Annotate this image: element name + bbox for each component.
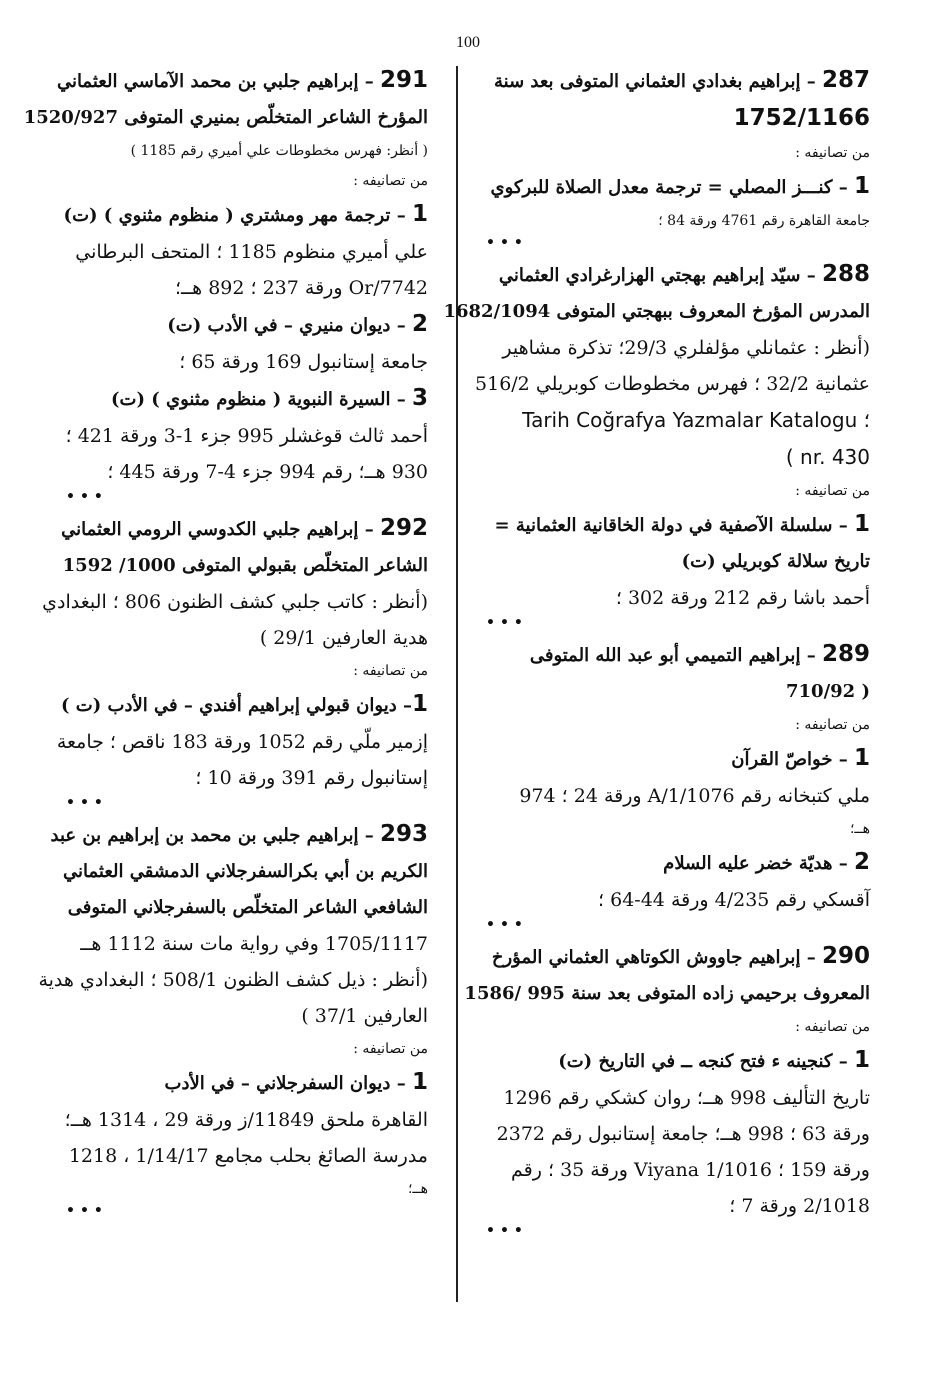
entry-text-line [66, 344, 428, 380]
entry-text-line [66, 270, 428, 306]
entry-text: هــ؛ [407, 1181, 428, 1197]
entry-text: الشافعي الشاعر المتخلّص بالسفرجلاني المتوفى [67, 897, 428, 918]
entry-text: عثمانية 32/2 ؛ فهرس مخطوطات كوبريلي 516/2 [475, 373, 870, 395]
entry-text-line [486, 1080, 870, 1116]
entry-text: Tarih Coğrafya Yazmalar Katalogu ؛ [522, 408, 870, 432]
entry-text: تاريخ سلالة كوبريلي (ت) [681, 551, 870, 572]
entry-text: أحمد باشا رقم 212 ورقة 302 ؛ [615, 587, 870, 609]
entry-text: جامعة القاهرة رقم 4761 ورقة 84 ؛ [658, 213, 870, 229]
entry-text-line [66, 454, 428, 490]
entry-text: – إبراهيم جلبي الكدوسي الرومي العثماني [61, 519, 380, 540]
entry-text-line [486, 938, 870, 976]
entry-number: 290 [821, 943, 870, 969]
entry-number: 287 [821, 67, 870, 93]
entry-text-line [486, 330, 870, 366]
entry-number: 288 [821, 261, 870, 287]
entry-text: من تصانيفه : [353, 663, 428, 679]
left-column [23, 62, 428, 1224]
entry-text: – ترجمة مهر ومشتري ( منظوم مثنوي ) (ت) [63, 205, 412, 226]
entry-text-line [486, 168, 870, 206]
entry-text: 7742/Or ورقة 237 ؛ 892 هــ؛ [174, 277, 428, 299]
entry-text-line [66, 306, 428, 344]
entry-separator-dots: ••• [66, 795, 108, 811]
page-number: 100 [456, 34, 480, 51]
entry-text-line [66, 890, 428, 926]
entry-text: هــ؛ [849, 821, 870, 837]
entry-number: 2 [411, 311, 428, 337]
entry-separator-dots: ••• [66, 489, 108, 505]
entry-text: إزمير ملّي رقم 1052 ورقة 183 ناقص ؛ جامعة [56, 731, 428, 753]
entry-note-line [66, 656, 428, 686]
entry-text-line [486, 1152, 870, 1188]
bibliography-entry [486, 62, 870, 250]
right-column [443, 62, 870, 1244]
entry-note-line [66, 1034, 428, 1064]
entry-text: من تصانيفه : [353, 173, 428, 189]
entry-text: (أنظر : عثمانلي مؤلفلري 29/3؛ تذكرة مشاهير [502, 337, 870, 359]
entry-text-line [66, 926, 428, 962]
entry-text-line [486, 580, 870, 616]
entry-note-line [486, 1012, 870, 1042]
entry-text-line [56, 724, 428, 760]
entry-text: المدرس المؤرخ المعروف ببهجتي المتوفى 1682/1094 [443, 301, 870, 322]
entry-number: 1 [853, 745, 870, 771]
entry-text: – ديوان منيري – في الأدب (ت) [167, 315, 412, 336]
entry-text: – هديّة خضر عليه السلام [663, 853, 854, 874]
entry-text-line [23, 100, 428, 136]
entry-text-line [486, 882, 870, 918]
entry-text: آقسكي رقم 4/235 ورقة 44-64 ؛ [598, 889, 870, 911]
entry-text: 1705/1117 وفي رواية مات سنة 1112 هــ [80, 933, 428, 955]
entry-text-line [486, 636, 870, 674]
entry-text-line [486, 100, 870, 138]
entry-separator-dots: ••• [486, 917, 528, 933]
entry-text-line [66, 1064, 428, 1102]
entry-text: – سيّد إبراهيم بهجتي الهزارغرادي العثماني [498, 265, 822, 286]
entry-text: – إبراهيم جاووش الكوتاهي العثماني المؤرخ [491, 947, 822, 968]
entry-text-line [66, 760, 428, 796]
entry-note-line [66, 166, 428, 196]
entry-text-line [486, 62, 870, 100]
entry-text: – خواصّ القرآن [731, 749, 854, 770]
entry-text: – كنجينه ء فتح كنجه ــ في التاريخ (ت) [558, 1051, 854, 1072]
entry-text: – ديوان قبولي إبراهيم أفندي – في الأدب (ت ) [60, 695, 412, 716]
entry-number: 293 [379, 821, 428, 847]
entry-number: 291 [379, 67, 428, 93]
entry-text-line [486, 402, 870, 439]
bibliography-entry [464, 938, 870, 1239]
entry-text: من تصانيفه : [353, 1041, 428, 1057]
bibliography-entry [38, 816, 428, 1219]
entry-note-line [66, 136, 428, 166]
entry-text: ورقة 159 ؛ Viyana 1/1016 ورقة 35 ؛ رقم [511, 1159, 870, 1181]
bibliography-entry [23, 62, 428, 505]
entry-text-line [486, 778, 870, 814]
entry-note-line [486, 138, 870, 168]
entry-text: ( 710/92 [786, 681, 870, 702]
entry-text-line [38, 962, 428, 998]
entry-text: من تصانيفه : [795, 717, 870, 733]
entry-text-line [464, 976, 870, 1012]
entry-text-line [66, 1138, 428, 1174]
entry-text-line [486, 1188, 870, 1224]
entry-text: جامعة إستانبول 169 ورقة 65 ؛ [179, 351, 428, 373]
entry-text: (أنظر : كاتب جلبي كشف الظنون 806 ؛ البغدادي [42, 591, 428, 613]
entry-note-line [66, 1174, 428, 1204]
entry-text-line [63, 854, 428, 890]
entry-text: أحمد ثالث قوغشلر 995 جزء 1-3 ورقة 421 ؛ [65, 425, 428, 447]
entry-text: الشاعر المتخلّص بقبولي المتوفى 1000/ 1592 [62, 555, 428, 576]
entry-number: 1 [411, 691, 428, 717]
entry-text-line [56, 62, 428, 100]
entry-text: – إبراهيم جلبي بن محمد بن إبراهيم بن عبد [50, 825, 380, 846]
entry-text-line [486, 439, 870, 476]
entry-text: الكريم بن أبي بكرالسفرجلاني الدمشقي العثماني [63, 861, 428, 882]
entry-text: من تصانيفه : [795, 483, 870, 499]
entry-text-line [486, 740, 870, 778]
entry-text: ( nr. 430 [785, 445, 870, 469]
entry-text: من تصانيفه : [795, 145, 870, 161]
entry-text: من تصانيفه : [795, 1019, 870, 1035]
entry-text-line [66, 418, 428, 454]
entry-text: هدية العارفين 29/1 ) [259, 627, 428, 649]
entry-text: تاريخ التأليف 998 هــ؛ روان كشكي رقم 1296 [503, 1087, 870, 1109]
entry-separator-dots: ••• [66, 1203, 108, 1219]
bibliography-entry [42, 510, 428, 811]
entry-text-line [42, 584, 428, 620]
entry-separator-dots: ••• [486, 1223, 528, 1239]
entry-text-line [486, 674, 870, 710]
entry-text-line [62, 548, 428, 584]
entry-text-line [66, 234, 428, 270]
entry-text: – سلسلة الآصفية في دولة الخاقانية العثمانية = [494, 515, 854, 536]
entry-text-line [486, 844, 870, 882]
entry-text: ورقة 63 ؛ 998 هــ؛ جامعة إستانبول رقم 2372 [496, 1123, 870, 1145]
entry-text-line [486, 1116, 870, 1152]
bibliography-entry [486, 636, 870, 932]
entry-text-line [486, 1042, 870, 1080]
column-divider [456, 66, 458, 1302]
entry-text-line [66, 998, 428, 1034]
entry-number: 1 [411, 201, 428, 227]
entry-text: علي أميري منظوم 1185 ؛ المتحف البرطاني [75, 241, 428, 263]
entry-text: 2/1018 ورقة 7 ؛ [729, 1195, 870, 1217]
entry-text: – السيرة النبوية ( منظوم مثنوي ) (ت) [111, 389, 412, 410]
bibliography-entry [443, 256, 870, 631]
entry-number: 1 [411, 1069, 428, 1095]
entry-text: (أنظر : ذيل كشف الظنون 508/1 ؛ البغدادي هدية [38, 969, 428, 991]
entry-text: المعروف برحيمي زاده المتوفى بعد سنة 995 /1586 [464, 983, 870, 1004]
entry-number: 1 [853, 173, 870, 199]
entry-text: 930 هــ؛ رقم 994 جزء 4-7 ورقة 445 ؛ [107, 461, 428, 483]
entry-text: مدرسة الصائغ بحلب مجامع 1/14/17 ، 1218 [68, 1145, 428, 1167]
entry-text: ملي كتبخانه رقم 1/1076/A ورقة 24 ؛ 974 [519, 785, 870, 807]
entry-note-line [486, 476, 870, 506]
entry-text-line [443, 294, 870, 330]
entry-text-line [66, 1102, 428, 1138]
entry-number: 3 [411, 385, 428, 411]
entry-number: 1 [853, 1047, 870, 1073]
entry-number: 2 [853, 849, 870, 875]
entry-number: 1752/1166 [733, 105, 870, 131]
entry-text: القاهرة ملحق 11849/ز ورقة 29 ، 1314 هــ؛ [64, 1109, 428, 1131]
entry-text: – ديوان السفرجلاني – في الأدب [164, 1073, 412, 1094]
entry-text: ( أنظر: فهرس مخطوطات علي أميري رقم 1185 ) [130, 143, 428, 159]
entry-text: – كنـــز المصلي = ترجمة معدل الصلاة للبركوي [490, 177, 854, 198]
entry-separator-dots: ••• [486, 235, 528, 251]
entry-text: إستانبول رقم 391 ورقة 10 ؛ [195, 767, 428, 789]
entry-note-line [486, 814, 870, 844]
entry-text-line [486, 256, 870, 294]
entry-text-line [50, 816, 428, 854]
entry-separator-dots: ••• [486, 615, 528, 631]
entry-text-line [60, 686, 428, 724]
entry-text-line [486, 544, 870, 580]
entry-text-line [66, 620, 428, 656]
entry-note-line [486, 710, 870, 740]
entry-text-line [475, 366, 870, 402]
entry-text: المؤرخ الشاعر المتخلّص بمنيري المتوفى 1520/927 [23, 107, 428, 128]
entry-text: – إبراهيم التميمي أبو عبد الله المتوفى [529, 645, 822, 666]
entry-note-line [486, 206, 870, 236]
entry-text: العارفين 37/1 ) [301, 1005, 428, 1027]
entry-text-line [61, 510, 428, 548]
entry-text: – إبراهيم جلبي بن محمد الآماسي العثماني [56, 71, 380, 92]
entry-text-line [486, 506, 870, 544]
entry-text: – إبراهيم بغدادي العثماني المتوفى بعد سنة [493, 71, 822, 92]
entry-number: 289 [821, 641, 870, 667]
entry-number: 1 [853, 511, 870, 537]
entry-text-line [66, 380, 428, 418]
entry-text-line [63, 196, 428, 234]
entry-number: 292 [379, 515, 428, 541]
